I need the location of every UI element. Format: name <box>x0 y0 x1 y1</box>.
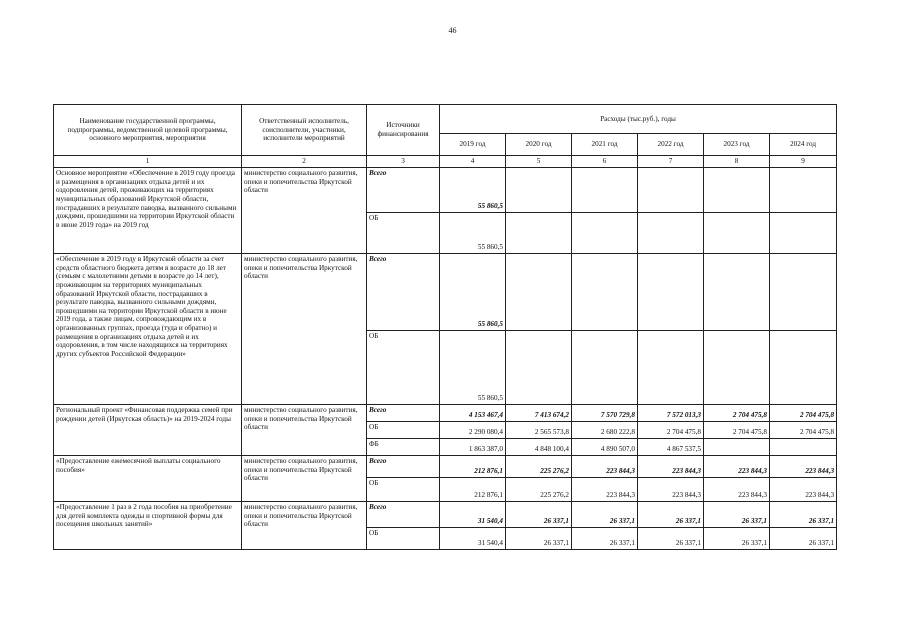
header-expenses: Расходы (тыс.руб.), годы <box>440 105 837 134</box>
expense-value <box>572 213 638 254</box>
funding-source: Всего <box>367 168 440 213</box>
expense-value: 26 337,1 <box>770 502 837 528</box>
expense-value: 225 276,2 <box>506 456 572 478</box>
expense-value: 2 680 222,8 <box>572 422 638 439</box>
page-number: 46 <box>448 26 457 35</box>
expense-value <box>506 331 572 405</box>
header-year: 2024 год <box>770 134 837 156</box>
expense-value <box>506 213 572 254</box>
measure-name: «Обеспечение в 2019 году в Иркутской области за счет средств областного бюджета детям в возрасте до 18 лет (семьям с малолетними детьми в возрасте до 14 лет), проживающим на территориях муниципальных образований Иркутской области, пострадавших в результате паводка, вызванного сильными дождями, прошедшими на территории Иркутской области в июне 2019 года, а также лицам, сопровождающим их в организованных группах, проезда (туда и обратно) и размещения в организациях отдыха детей и их оздоровления, в том числе находящихся на территориях других субъектов Российской Федерации» <box>54 254 242 405</box>
table-row <box>54 405 837 422</box>
expense-value: 26 337,1 <box>770 528 837 550</box>
expense-value: 31 540,4 <box>440 502 506 528</box>
expense-value: 2 704 475,8 <box>704 405 770 422</box>
expense-value: 26 337,1 <box>638 528 704 550</box>
expense-value: 4 890 507,0 <box>572 439 638 456</box>
measure-name: «Предоставление 1 раз в 2 года пособия на приобретение для детей комплекта одежды и спортивной формы для посещения школьных занятий» <box>54 502 242 550</box>
header-year: 2023 год <box>704 134 770 156</box>
expense-value: 2 704 475,8 <box>770 422 837 439</box>
expense-value: 55 860,5 <box>440 213 506 254</box>
expense-value: 212 876,1 <box>440 456 506 478</box>
expense-value <box>770 254 837 331</box>
expense-value: 55 860,5 <box>440 331 506 405</box>
expense-value: 223 844,3 <box>638 456 704 478</box>
expense-value: 7 572 013,3 <box>638 405 704 422</box>
column-number: 6 <box>572 156 638 168</box>
expense-value <box>770 439 837 456</box>
expense-value: 223 844,3 <box>638 478 704 502</box>
funding-source: ОБ <box>367 213 440 254</box>
expense-value <box>638 168 704 213</box>
header-year: 2022 год <box>638 134 704 156</box>
column-number: 5 <box>506 156 572 168</box>
funding-source: Всего <box>367 456 440 478</box>
expense-value: 212 876,1 <box>440 478 506 502</box>
expense-value: 2 704 475,8 <box>770 405 837 422</box>
expense-value: 2 565 573,8 <box>506 422 572 439</box>
column-number: 3 <box>367 156 440 168</box>
expense-value: 26 337,1 <box>572 502 638 528</box>
expense-value: 31 540,4 <box>440 528 506 550</box>
expense-value: 26 337,1 <box>704 528 770 550</box>
expense-value: 26 337,1 <box>704 502 770 528</box>
expense-value: 26 337,1 <box>506 528 572 550</box>
expense-value: 223 844,3 <box>770 456 837 478</box>
table-row <box>54 254 837 331</box>
expense-value: 4 867 537,5 <box>638 439 704 456</box>
expense-value: 223 844,3 <box>704 478 770 502</box>
budget-table <box>53 104 837 550</box>
expense-value: 223 844,3 <box>770 478 837 502</box>
expense-value <box>704 331 770 405</box>
expense-value <box>572 168 638 213</box>
expense-value <box>638 254 704 331</box>
funding-source: Всего <box>367 405 440 422</box>
executor: министерство социального развития, опеки и попечительства Иркутской области <box>242 502 367 550</box>
measure-name: Основное мероприятие «Обеспечение в 2019 году проезда и размещения в организациях отдыха детей и их оздоровления детей, проживающих на территориях муниципальных образований Иркутской области, пострадавших в результате паводка, вызванного сильными дождями, прошедшими на территории Иркутской области в июне 2019 года» на 2019 год <box>54 168 242 254</box>
expense-value: 7 570 729,8 <box>572 405 638 422</box>
expense-value: 1 863 387,0 <box>440 439 506 456</box>
table-row <box>54 502 837 528</box>
expense-value: 4 153 467,4 <box>440 405 506 422</box>
expense-value <box>770 331 837 405</box>
header-year: 2019 год <box>440 134 506 156</box>
expense-value: 225 276,2 <box>506 478 572 502</box>
executor: министерство социального развития, опеки и попечительства Иркутской области <box>242 405 367 456</box>
funding-source: ОБ <box>367 528 440 550</box>
expense-value: 2 704 475,8 <box>638 422 704 439</box>
column-number: 4 <box>440 156 506 168</box>
funding-source: Всего <box>367 254 440 331</box>
expense-value: 55 860,5 <box>440 254 506 331</box>
expense-value: 223 844,3 <box>572 456 638 478</box>
funding-source: Всего <box>367 502 440 528</box>
expense-value <box>770 213 837 254</box>
measure-name: «Предоставление ежемесячной выплаты социального пособия» <box>54 456 242 502</box>
expense-value <box>704 168 770 213</box>
funding-source: ОБ <box>367 478 440 502</box>
expense-value: 26 337,1 <box>572 528 638 550</box>
expense-value: 223 844,3 <box>572 478 638 502</box>
column-number: 2 <box>242 156 367 168</box>
table-row <box>54 168 837 213</box>
column-number: 8 <box>704 156 770 168</box>
expense-value <box>704 439 770 456</box>
funding-source: ФБ <box>367 439 440 456</box>
column-number: 7 <box>638 156 704 168</box>
funding-source: ОБ <box>367 422 440 439</box>
expense-value <box>770 168 837 213</box>
expense-value <box>506 168 572 213</box>
expense-value: 2 704 475,8 <box>704 422 770 439</box>
expense-value <box>572 331 638 405</box>
expense-value <box>704 213 770 254</box>
header-name: Наименование государственной программы, подпрограммы, ведомственной целевой программы, основного мероприятия, мероприятия <box>54 105 242 156</box>
expense-value <box>572 254 638 331</box>
expense-value: 7 413 674,2 <box>506 405 572 422</box>
expense-value: 26 337,1 <box>506 502 572 528</box>
executor: министерство социального развития, опеки и попечительства Иркутской области <box>242 254 367 405</box>
table-row <box>54 456 837 478</box>
expense-value <box>506 254 572 331</box>
expense-value <box>704 254 770 331</box>
header-year: 2021 год <box>572 134 638 156</box>
expense-value <box>638 331 704 405</box>
measure-name: Региональный проект «Финансовая поддержка семей при рождении детей (Иркутская область)» на 2019-2024 годы <box>54 405 242 456</box>
header-sources: Источники финансирования <box>367 105 440 156</box>
executor: министерство социального развития, опеки и попечительства Иркутской области <box>242 168 367 254</box>
expense-value: 26 337,1 <box>638 502 704 528</box>
funding-source: ОБ <box>367 331 440 405</box>
expense-value: 55 860,5 <box>440 168 506 213</box>
expense-value: 2 290 080,4 <box>440 422 506 439</box>
expense-value <box>638 213 704 254</box>
expense-value: 4 848 100,4 <box>506 439 572 456</box>
executor: министерство социального развития, опеки и попечительства Иркутской области <box>242 456 367 502</box>
column-number: 1 <box>54 156 242 168</box>
expense-value: 223 844,3 <box>704 456 770 478</box>
header-year: 2020 год <box>506 134 572 156</box>
column-number: 9 <box>770 156 837 168</box>
header-executor: Ответственный исполнитель, соисполнители, участники, исполнители мероприятий <box>242 105 367 156</box>
